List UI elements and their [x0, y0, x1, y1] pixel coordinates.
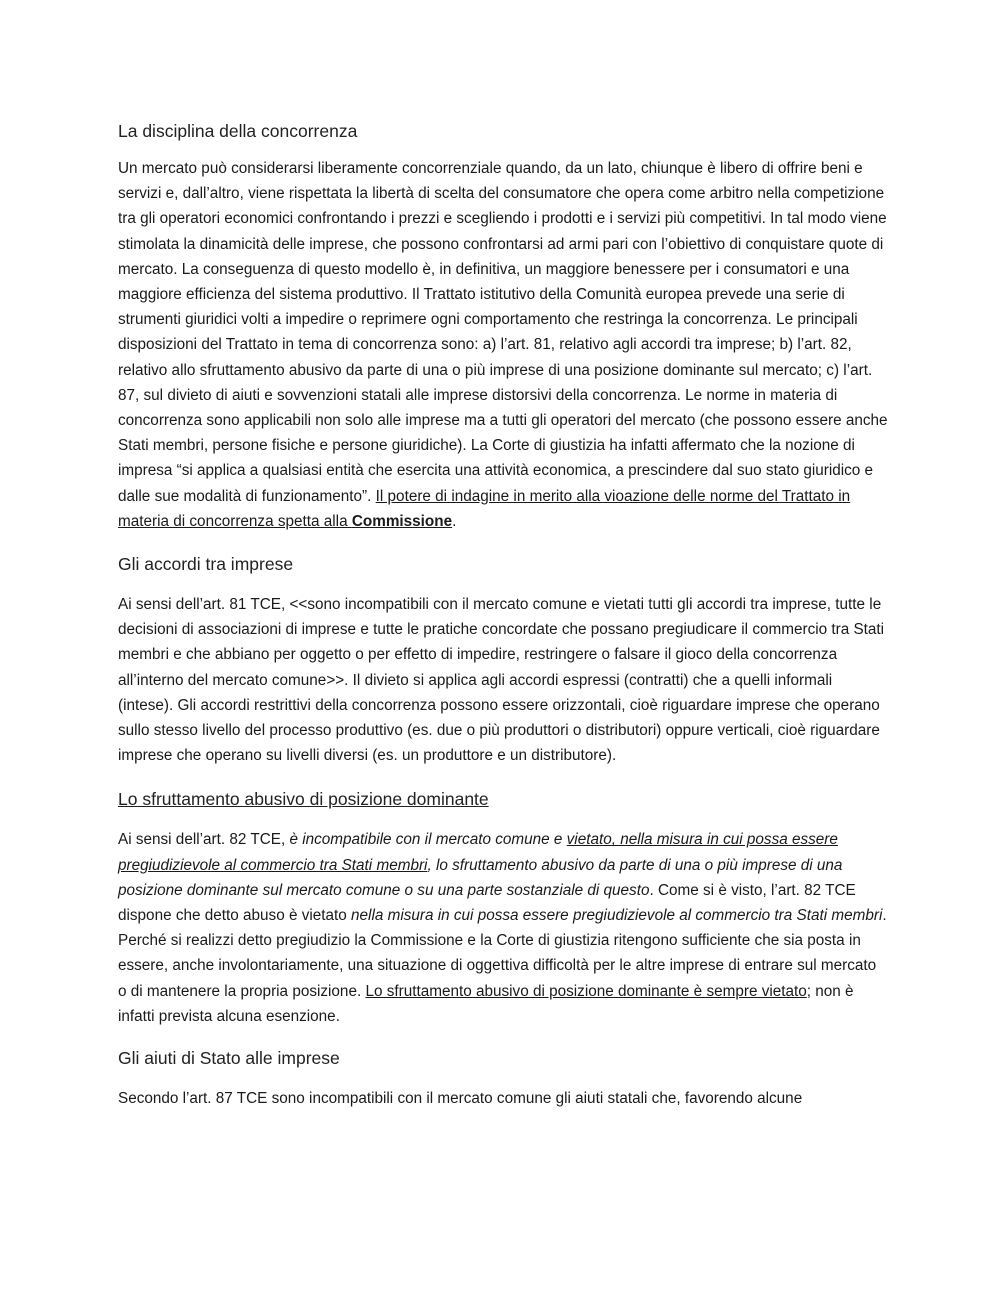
- section-paragraph: [118, 156, 888, 534]
- bold-term: Commissione: [351, 512, 453, 530]
- underlined-text: Lo sfruttamento abusivo di posizione dominante è sempre vietato: [365, 982, 807, 1000]
- paragraph-text: . Come si è visto, l’art. 82 TCE dispone che detto abuso è vietato: [118, 881, 856, 925]
- paragraph-end: .: [452, 512, 457, 530]
- italic-quote: è incompatibile con il mercato comune e: [289, 831, 567, 849]
- section-title: La disciplina della concorrenza: [118, 121, 358, 141]
- italic-quote: , lo sfruttamento abusivo da parte di una o più imprese di una posizione dominante sul mercato comune o su una parte sostanziale di questo: [118, 856, 843, 899]
- document-page: [118, 112, 888, 1111]
- section-title: Gli accordi tra imprese: [118, 554, 294, 575]
- section-paragraph: Ai sensi dell’art. 81 TCE, <<sono incompatibili con il mercato comune e vietati tutti gli accordi tra imprese, tutte le decisioni di associazioni di imprese e tutte le pratiche concordate che possano pregiudicare il commercio tra Stati membri e che abbiano per oggetto o per effetto di impedire, restringere o falsare il gioco della concorrenza all’interno del mercato comune>>. Il divieto si applica agli accordi espressi (contratti) che a quelli informali (intese). Gli accordi restrittivi della concorrenza possono essere orizzontali, cioè riguardare imprese che operano sullo stesso livello del processo produttivo (es. due o più produttori o distributori) oppure verticali, cioè riguardare imprese che operano su livelli diversi (es. un produttore e un distributore).: [118, 596, 885, 765]
- section-title: Lo sfruttamento abusivo di posizione dominante: [118, 789, 489, 810]
- section-paragraph: [118, 827, 888, 1029]
- italic-quote: nella misura in cui possa essere pregiudizievole al commercio tra Stati membri: [351, 907, 883, 925]
- paragraph-text: . Perché si realizzi detto pregiudizio la Commissione e la Corte di giustizia ritengono sufficiente che sia posta in essere, anche involontariamente, una situazione di oggettiva difficoltà per le altre imprese di entrare sul mercato o di mantenere la propria posizione.: [118, 907, 887, 1000]
- section-title: Gli aiuti di Stato alle imprese: [118, 1048, 340, 1069]
- paragraph-text: Ai sensi dell’art. 82 TCE,: [118, 831, 290, 849]
- italic-underlined-quote: vietato, nella misura in cui possa essere pregiudizievole al commercio tra Stati membri: [118, 831, 838, 874]
- paragraph-text: ; non è infatti prevista alcuna esenzione.: [118, 982, 854, 1025]
- underlined-segment: Il potere di indagine in merito alla vioazione delle norme del Trattato in materia di concorrenza spetta alla: [118, 487, 851, 530]
- section-paragraph: Secondo l’art. 87 TCE sono incompatibili con il mercato comune gli aiuti statali che, favorendo alcune: [118, 1090, 803, 1108]
- paragraph-text: Un mercato può considerarsi liberamente concorrenziale quando, da un lato, chiunque è libero di offrire beni e servizi e, dall’altro, viene rispettata la libertà di scelta del consumatore che opera come arbitro nella competizione tra gli operatori economici confrontando i prezzi e scegliendo i prodotti e i servizi più competitivi. In tal modo viene stimolata la dinamicità delle imprese, che possono confrontarsi ad armi pari con l’obiettivo di conquistare quote di mercato. La conseguenza di questo modello è, in definitiva, un maggiore benessere per i consumatori e una maggiore efficienza del sistema produttivo. Il Trattato istitutivo della Comunità europea prevede una serie di strumenti giuridici volti a impedire o reprimere ogni comportamento che restringa la concorrenza. Le principali disposizioni del Trattato in tema di concorrenza sono: a) l’art. 81, relativo agli accordi tra imprese; b) l’art. 82, relativo allo sfruttamento abusivo da parte di una o più imprese di una posizione dominante sul mercato; c) l’art. 87, sul divieto di aiuti e sovvenzioni statali alle imprese distorsivi della concorrenza. Le norme in materia di concorrenza sono applicabili non solo alle imprese ma a tutti gli operatori del mercato (che possono essere anche Stati membri, persone fisiche e persone giuridiche). La Corte di giustizia ha infatti affermato che la nozione di impresa “si applica a qualsiasi entità che esercita una attività economica, a prescindere dal suo stato giuridico e dalle sue modalità di funzionamento”.: [118, 160, 888, 505]
